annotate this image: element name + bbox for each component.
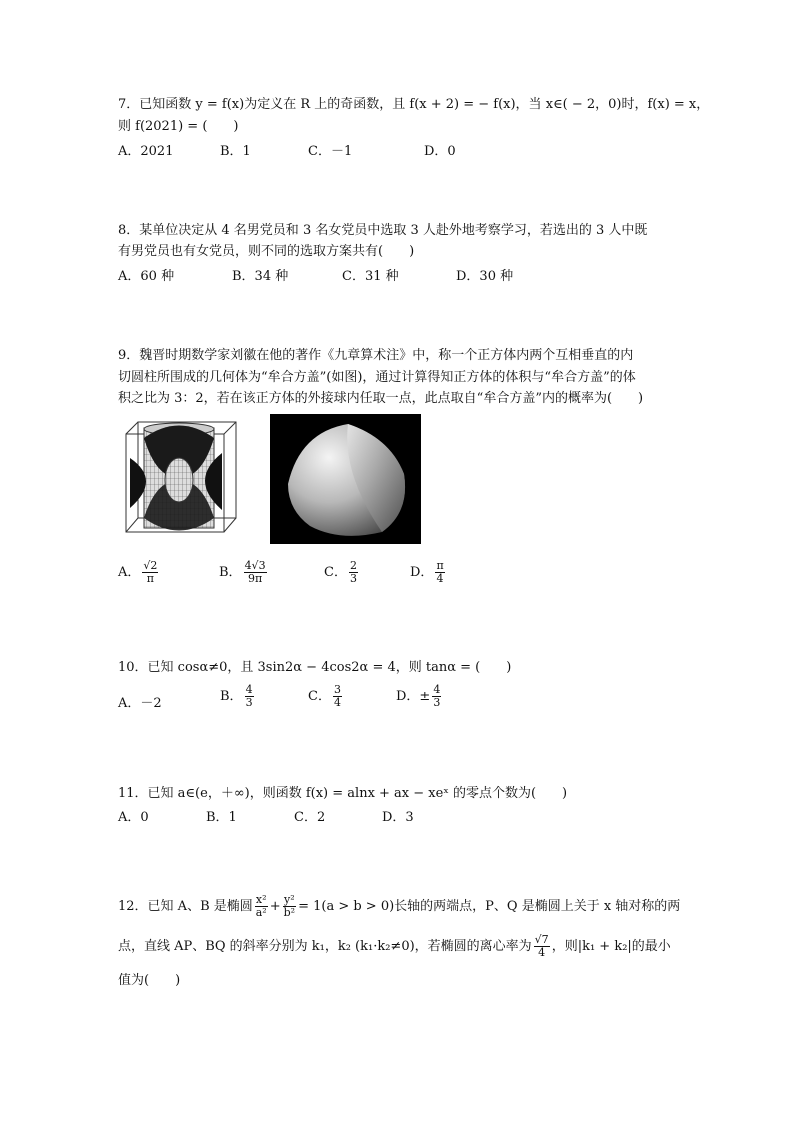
q9-stem-line1: 9．魏晋时期数学家刘徽在他的著作《九章算术注》中，称一个正方体内两个互相垂直的内 bbox=[118, 348, 634, 363]
q10-option-d-den: 3 bbox=[433, 696, 441, 709]
q9-stem-line3: 积之比为 3：2，若在该正方体的外接球内任取一点，此点取自“牟合方盖”内的概率为( ) bbox=[118, 391, 644, 406]
q7-stem-line2: 则 f(2021) = ( ) bbox=[118, 119, 239, 134]
q12-stem-line2 bbox=[118, 932, 671, 962]
q12-text-part1: 12．已知 A、B 是椭圆 bbox=[118, 899, 253, 914]
q12-fraction-y-num: y² bbox=[284, 893, 295, 906]
q10-option-c bbox=[308, 684, 344, 709]
q10-option-b bbox=[220, 684, 256, 709]
q10-option-d-num: 4 bbox=[433, 683, 441, 696]
q9-option-d bbox=[410, 560, 447, 585]
q11-stem: 11．已知 a∈(e，＋∞)，则函数 f(x) = alnx + ax − xeˣ 的零点个数为( ) bbox=[118, 786, 568, 801]
mouhe-fanggai-figure bbox=[270, 414, 421, 548]
q9-stem-line2: 切圆柱所围成的几何体为“牟合方盖”(如图)，通过计算得知正方体的体积与“牟合方盖”的体 bbox=[118, 370, 636, 385]
q9-option-a-den: π bbox=[146, 572, 155, 585]
q7-option-c: C．－1 bbox=[308, 144, 353, 159]
q9-option-a bbox=[118, 560, 160, 585]
q7-option-d: D．0 bbox=[424, 144, 456, 159]
q12-text-line2a: 点，直线 AP、BQ 的斜率分别为 k₁，k₂ (k₁·k₂≠0)，若椭圆的离心率为 bbox=[118, 939, 532, 954]
q10-option-c-num: 3 bbox=[333, 683, 341, 696]
q9-option-b bbox=[219, 560, 269, 585]
q8-option-b: B．34 种 bbox=[232, 269, 289, 284]
q9-option-b-num: 4√3 bbox=[244, 559, 266, 572]
q12-plus: + bbox=[269, 899, 281, 914]
q12-eccentricity-den: 4 bbox=[538, 946, 546, 959]
q12-text-part2: = 1(a > b > 0)长轴的两端点，P、Q 是椭圆上关于 x 轴对称的两 bbox=[298, 899, 681, 914]
q11-option-d: D．3 bbox=[382, 810, 414, 825]
q10-option-b-label: B． bbox=[220, 689, 243, 704]
q12-fraction-y bbox=[283, 894, 296, 919]
q9-option-d-den: 4 bbox=[436, 572, 444, 585]
q10-option-d bbox=[396, 684, 443, 709]
q10-option-d-label: D．± bbox=[396, 689, 431, 704]
q8-option-a: A．60 种 bbox=[118, 269, 175, 284]
q9-option-c-den: 3 bbox=[349, 572, 357, 585]
q10-option-c-fraction bbox=[333, 684, 342, 709]
q10-option-a bbox=[118, 692, 162, 711]
q10-option-a-label: A．－2 bbox=[118, 696, 162, 711]
q9-option-c bbox=[324, 560, 360, 585]
q8-option-c: C．31 种 bbox=[342, 269, 399, 284]
q12-text-line2b: ，则|k₁ + k₂|的最小 bbox=[551, 939, 671, 954]
q9-option-c-label: C． bbox=[324, 565, 347, 580]
q9-option-b-fraction bbox=[244, 560, 267, 585]
q10-option-c-den: 4 bbox=[333, 696, 341, 709]
q12-stem-line1 bbox=[118, 892, 680, 922]
q9-option-d-num: π bbox=[436, 559, 444, 572]
q9-option-c-fraction bbox=[349, 560, 358, 585]
q9-option-d-fraction bbox=[435, 560, 444, 585]
q10-option-d-fraction bbox=[432, 684, 441, 709]
q8-stem-line2: 有男党员也有女党员，则不同的选取方案共有( ) bbox=[118, 244, 415, 259]
q9-option-a-num: √2 bbox=[143, 559, 158, 572]
q10-stem: 10．已知 cosα≠0，且 3sin2α − 4cos2α = 4，则 tanα = ( ) bbox=[118, 660, 512, 675]
q8-option-d: D．30 种 bbox=[456, 269, 514, 284]
q12-eccentricity-num: √7 bbox=[534, 933, 549, 946]
q10-option-b-fraction bbox=[245, 684, 254, 709]
q11-option-a: A．0 bbox=[118, 810, 149, 825]
q12-fraction-x-num: x² bbox=[255, 893, 267, 906]
q12-fraction-x bbox=[255, 894, 268, 919]
q9-option-c-num: 2 bbox=[349, 559, 357, 572]
q9-option-d-label: D． bbox=[410, 565, 434, 580]
q10-option-c-label: C． bbox=[308, 689, 331, 704]
q7-option-a: A．2021 bbox=[118, 144, 174, 159]
q12-eccentricity-fraction bbox=[534, 934, 550, 959]
q8-stem-line1: 8．某单位决定从 4 名男党员和 3 名女党员中选取 3 人赴外地考察学习，若选出的 3 人中既 bbox=[118, 223, 648, 238]
q9-option-a-label: A． bbox=[118, 565, 141, 580]
q12-stem-line3: 值为( ) bbox=[118, 973, 181, 988]
q9-option-b-label: B． bbox=[219, 565, 242, 580]
q12-fraction-y-den: b² bbox=[283, 906, 296, 919]
q11-option-b: B．1 bbox=[206, 810, 237, 825]
q9-option-b-den: 9π bbox=[247, 572, 263, 585]
cube-cylinders-figure bbox=[122, 418, 240, 542]
q10-option-b-num: 4 bbox=[245, 683, 253, 696]
q7-option-b: B．1 bbox=[220, 144, 251, 159]
q10-option-b-den: 3 bbox=[245, 696, 253, 709]
q12-fraction-x-den: a² bbox=[255, 906, 267, 919]
q7-stem-line1: 7．已知函数 y = f(x)为定义在 R 上的奇函数，且 f(x + 2) = − f(x)，当 x∈( − 2，0)时，f(x) = x， bbox=[118, 97, 710, 112]
q9-option-a-fraction bbox=[142, 560, 158, 585]
q11-option-c: C．2 bbox=[294, 810, 326, 825]
